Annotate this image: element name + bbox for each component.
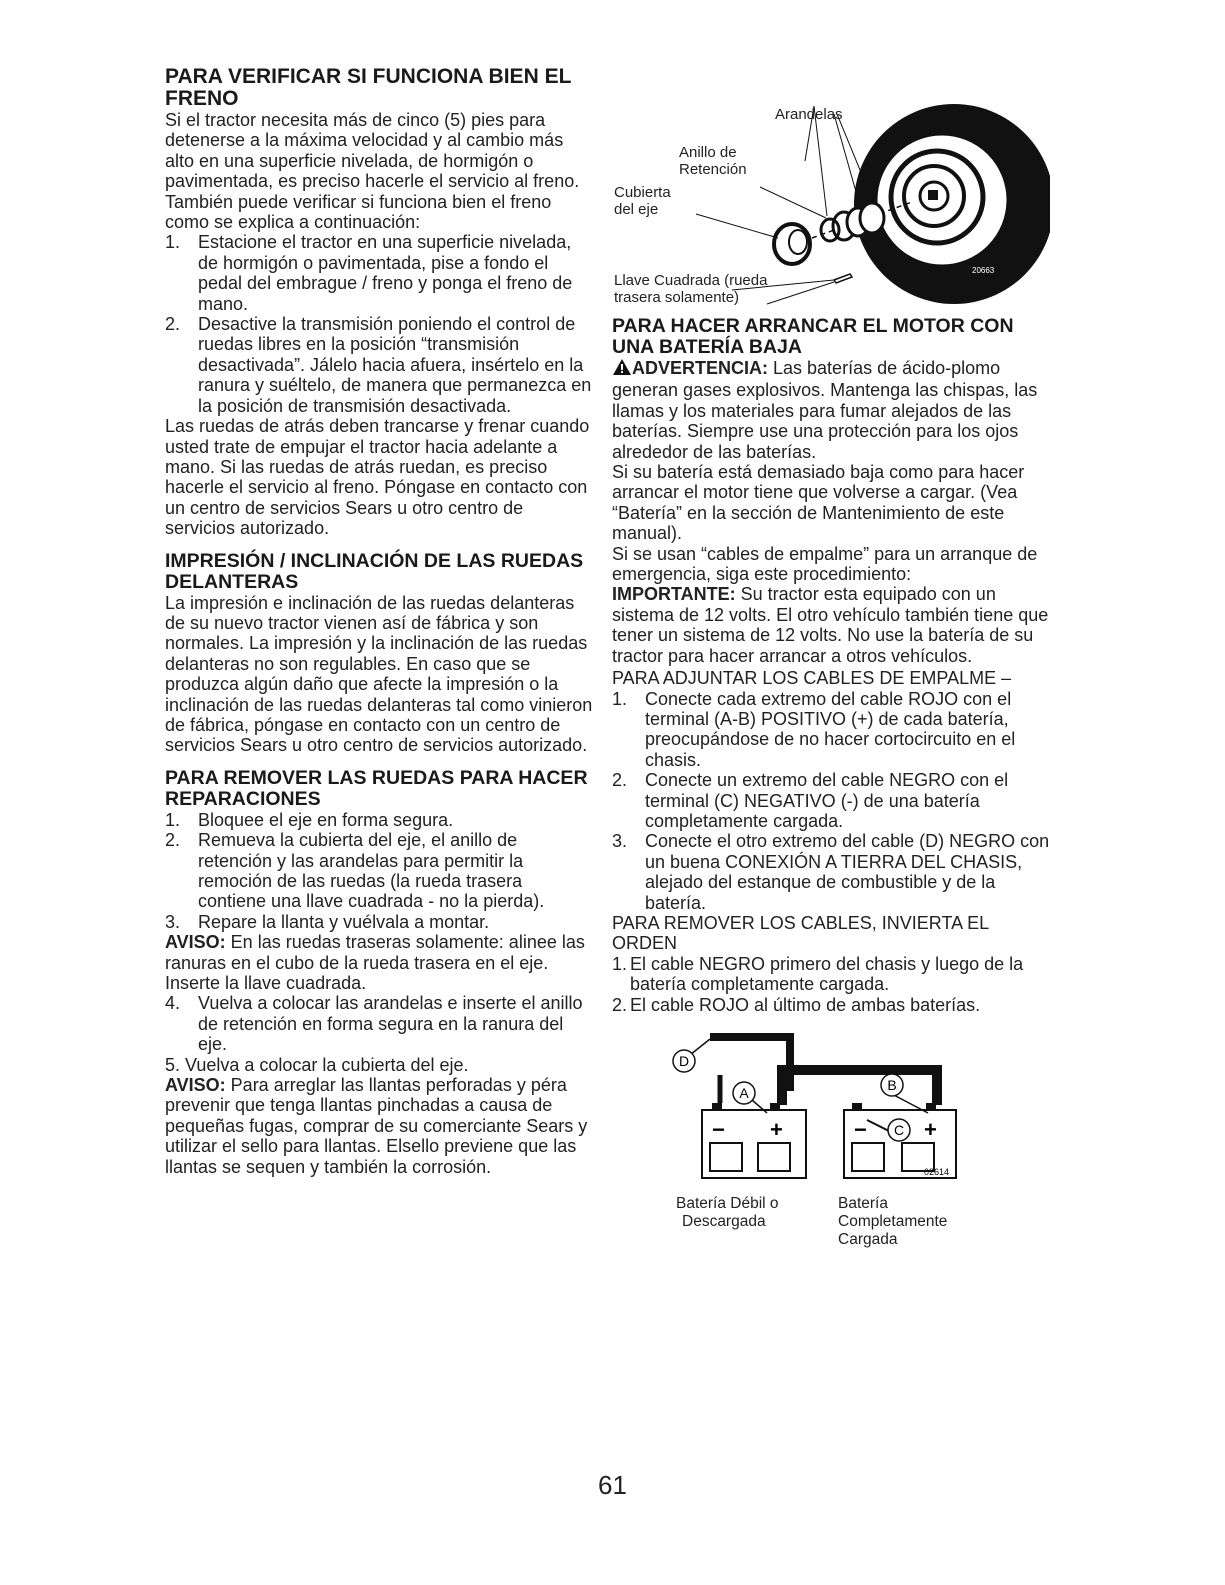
label-anillo-1: Anillo de	[679, 144, 737, 161]
wheel-assembly-figure	[612, 66, 1050, 316]
section-title-brake-check: PARA VERIFICAR SI FUNCIONA BIEN EL FRENO	[165, 65, 572, 110]
label-full-1: Batería	[838, 1195, 888, 1212]
section-title-remove-wheels: PARA REMOVER LAS RUEDAS PARA HACER REPARACIONES	[165, 766, 588, 810]
remove-steps-list-2	[165, 993, 593, 1054]
list-item: 2. El cable ROJO al último de ambas baterías.	[612, 994, 981, 1015]
aviso-note-1: AVISO: En las ruedas traseras solamente: alinee las ranuras en el cubo de la rueda trasera en el eje. Inserte la llave cuadrada.	[165, 932, 585, 994]
list-item: 1. El cable NEGRO primero del chasis y luego de la batería completamente cargada.	[612, 953, 1024, 995]
section-remove-wheels	[165, 768, 593, 1177]
label-llave-2: trasera solamente)	[614, 289, 740, 306]
battery-illustration	[612, 1025, 1050, 1205]
red-cable-shape	[782, 1070, 937, 1105]
label-full-2: Completamente	[838, 1213, 948, 1230]
battery-figure-code: 02614	[924, 1167, 950, 1177]
plus-sign-weak: +	[770, 1117, 783, 1142]
section-title-jump-start: PARA HACER ARRANCAR EL MOTOR CON UNA BATERÍA BAJA	[612, 315, 1014, 358]
label-full-3: Cargada	[838, 1231, 898, 1248]
list-item: 2. Remueva la cubierta del eje, el anillo de retención y las arandelas para permitir la remoción de las ruedas (la rueda trasera contiene una llave cuadrada - no la pierda).	[165, 830, 545, 912]
left-column	[165, 66, 593, 1177]
battery-paragraph-2: Si se usan “cables de empalme” para un arranque de emergencia, siga este procedimiento:	[612, 543, 1038, 585]
brake-paragraph-2: También puede verificar si funciona bien el freno como se explica a continuación:	[165, 191, 552, 233]
brake-steps-list	[165, 232, 593, 416]
washer-shape	[860, 203, 884, 233]
brake-paragraph-1: Si el tractor necesita más de cinco (5) pies para detenerse a la máxima velocidad y al cambio más alto en una superficie nivelada, de hormigón o pavimentada, es preciso hacerle el servicio al freno.	[165, 110, 580, 192]
letter-c: C	[893, 1122, 905, 1138]
remove-steps-list	[165, 810, 593, 932]
page-number: 61	[598, 1470, 627, 1500]
brake-paragraph-3: Las ruedas de atrás deben trancarse y frenar cuando usted trate de empujar el tractor hacia adelante a mano. Si las ruedas de atrás ruedan, es preciso hacerle el servicio al freno. Póngase en contacto con un centro de servicios Sears u otro centro de servicios autorizado.	[165, 416, 590, 539]
label-cubierta-2: del eje	[614, 201, 659, 218]
list-item: 2. Desactive la transmisión poniendo el control de ruedas libres en la posición “transmisión desactivada”. Jálelo hacia afuera, insértelo en la ranura y suéltelo, de manera que permanezca en la posición de transmisión desactivada.	[165, 314, 592, 416]
section-wheel-alignment	[165, 551, 593, 756]
label-weak-2: Descargada	[682, 1213, 766, 1230]
step-5: 5. Vuelva a colocar la cubierta del eje.	[165, 1054, 469, 1075]
remove-cables-subtitle: PARA REMOVER LOS CABLES, INVIERTA EL ORDEN	[612, 912, 989, 954]
alignment-paragraph: La impresión e inclinación de las ruedas delanteras de su nuevo tractor vienen así de fábrica y son normales. La impresión y la inclinación de las ruedas delanteras no son regulables. En caso que se produzca algún daño que afecte la impresión o la inclinación de las ruedas delanteras tal como vinieron de fábrica, póngase en contacto con un centro de servicios Sears u otro centro de servicios autorizado.	[165, 592, 593, 756]
list-item: 2. Conecte un extremo del cable NEGRO con el terminal (C) NEGATIVO (-) de una batería completamente cargada.	[612, 770, 1009, 831]
square-key-shape	[834, 274, 852, 283]
right-column	[612, 66, 1050, 1260]
figure-code: 20663	[972, 266, 995, 275]
letter-b: B	[887, 1077, 897, 1093]
remove-cables-list	[612, 954, 1050, 1015]
list-item: 3. Repare la llanta y vuélvala a montar.	[165, 911, 490, 932]
label-llave-1: Llave Cuadrada (rueda	[614, 272, 768, 289]
important-paragraph: IMPORTANTE: Su tractor esta equipado con un sistema de 12 volts. El otro vehículo también tiene que tener un sistema de 12 volts. No use la batería de su tractor para hacer arrancar a otros vehículos.	[612, 584, 1049, 666]
list-item: 1. Estacione el tractor en una superficie nivelada, de hormigón o pavimentada, pise a fondo el pedal del embrague / freno y ponga el freno de mano.	[165, 232, 573, 314]
warning-triangle-icon	[612, 358, 632, 380]
label-anillo-2: Retención	[679, 161, 747, 178]
attach-steps-list	[612, 689, 1050, 913]
list-item: 1. Bloquee el eje en forma segura.	[165, 809, 454, 830]
warning-paragraph: ADVERTENCIA: Las baterías de ácido-plomo generan gases explosivos. Mantenga las chispas, las llamas y los materiales para fumar alejados de las baterías. Siempre use una protección para los ojos alrededor de las baterías.	[612, 358, 1038, 462]
jump-start-figure	[612, 1025, 1050, 1260]
plus-sign-full: +	[924, 1117, 937, 1142]
list-item: 1. Conecte cada extremo del cable ROJO con el terminal (A-B) POSITIVO (+) de cada batería, preocupándose de no hacer cortocircuito en el chasis.	[612, 688, 1016, 770]
label-weak-1: Batería Débil o	[676, 1195, 779, 1212]
label-cubierta-1: Cubierta	[614, 184, 671, 201]
minus-sign-weak: −	[712, 1117, 725, 1142]
aviso-note-2: AVISO: Para arreglar las llantas perforadas y péra prevenir que tenga llantas pinchadas a causa de pequeñas fugas, comprar de su comerciante Sears y utilizar el sello para llantas. Elsello previene que las llantas se sequen y también la corrosión.	[165, 1075, 588, 1177]
list-item: 4. Vuelva a colocar las arandelas e inserte el anillo de retención en forma segura en la ranura del eje.	[165, 993, 583, 1055]
list-item: 3. Conecte el otro extremo del cable (D) NEGRO con un buena CONEXIÓN A TIERRA DEL CHASIS, alejado del estanque de combustible y de la batería.	[612, 831, 1050, 913]
letter-d: D	[678, 1053, 690, 1069]
label-arandelas: Arandelas	[775, 106, 843, 123]
minus-sign-full: −	[854, 1117, 867, 1142]
attach-cables-subtitle: PARA ADJUNTAR LOS CABLES DE EMPALME –	[612, 668, 1012, 689]
letter-a: A	[739, 1085, 749, 1101]
battery-paragraph-1: Si su batería está demasiado baja como para hacer arrancar el motor tiene que volverse a cargar. (Vea “Batería” en la sección de Mantenimiento de este manual).	[612, 462, 1025, 544]
section-title-wheel-alignment: IMPRESIÓN / INCLINACIÓN DE LAS RUEDAS DELANTERAS	[165, 549, 584, 593]
